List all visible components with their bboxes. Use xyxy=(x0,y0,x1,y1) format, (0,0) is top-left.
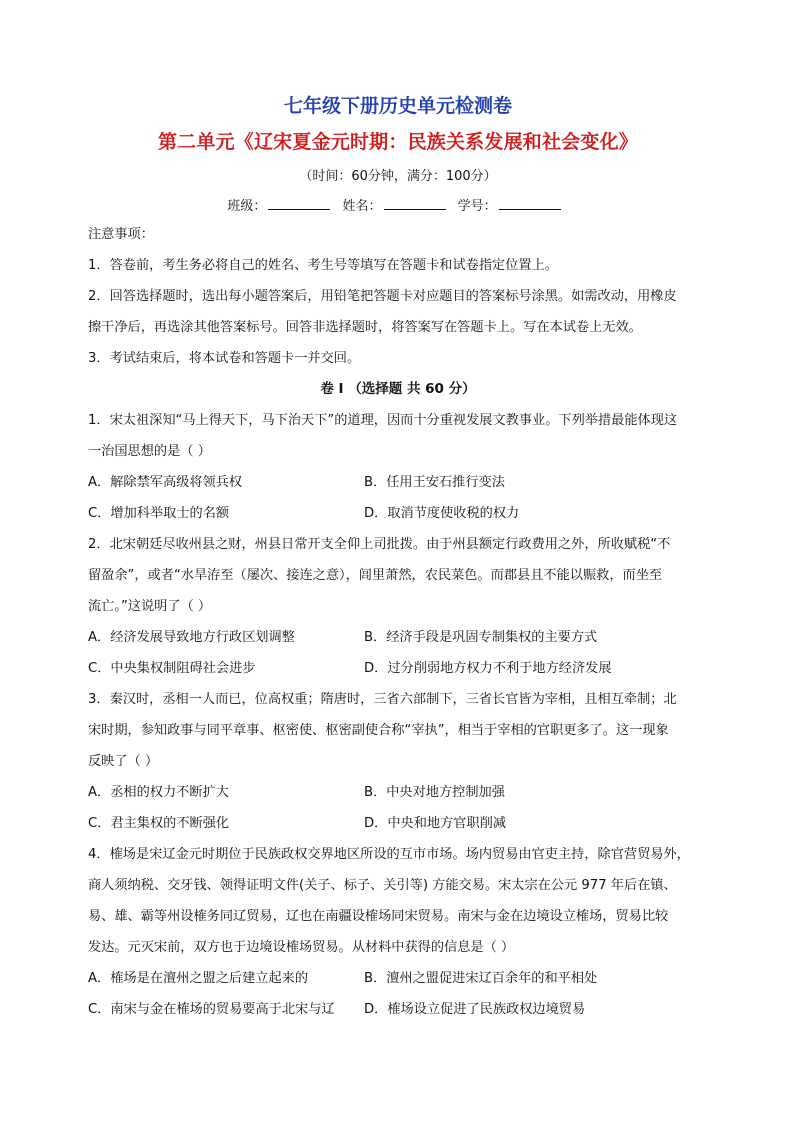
id-blank[interactable] xyxy=(499,195,561,210)
option-b: B．中央对地方控制加强 xyxy=(364,785,505,800)
name-blank[interactable] xyxy=(384,195,446,210)
question-4 xyxy=(88,839,708,1025)
option-row xyxy=(88,963,708,994)
exam-page xyxy=(88,94,708,1025)
notice-line: 3．考试结束后，将本试卷和答题卡一并交回。 xyxy=(88,351,361,366)
question-text: 发达。元灭宋前，双方也于边境设榷场贸易。从材料中获得的信息是（ ） xyxy=(88,940,515,955)
question-2 xyxy=(88,529,708,684)
option-row xyxy=(88,653,708,684)
option-d: D．取消节度使收税的权力 xyxy=(364,506,520,521)
option-d: D．过分削弱地方权力不利于地方经济发展 xyxy=(364,661,612,676)
question-text: 一治国思想的是（ ） xyxy=(88,444,211,459)
question-text: 4．榷场是宋辽金元时期位于民族政权交界地区所设的互市市场。场内贸易由官吏主持，除官营贸易外， xyxy=(88,847,690,862)
question-text: 易、雄、霸等州设榷务同辽贸易，辽也在南疆设榷场同宋贸易。南宋与金在边境设立榷场，贸易比较 xyxy=(88,909,669,924)
option-c: C．增加科举取士的名额 xyxy=(88,506,230,521)
question-text: 1．宋太祖深知“马上得天下，马下治天下”的道理，因而十分重视发展文教事业。下列举措最能体现这 xyxy=(88,413,678,428)
option-b: B．澶州之盟促进宋辽百余年的和平相处 xyxy=(364,971,598,986)
question-text: 3．秦汉时，丞相一人而已，位高权重；隋唐时，三省六部制下，三省长官皆为宰相，且相互牵制；北 xyxy=(88,692,677,707)
class-label: 班级： xyxy=(227,199,267,214)
option-d: D．榷场设立促进了民族政权边境贸易 xyxy=(364,1002,586,1017)
question-text: 流亡。”这说明了（ ） xyxy=(88,599,212,614)
option-d: D．中央和地方官职削减 xyxy=(364,816,507,831)
option-c: C．中央集权制阻碍社会进步 xyxy=(88,661,256,676)
option-row xyxy=(88,622,708,653)
exam-title: 七年级下册历史单元检测卷 xyxy=(283,95,512,117)
option-c: C．君主集权的不断强化 xyxy=(88,816,230,831)
notice-line: 2．回答选择题时，选出每小题答案后，用铅笔把答题卡对应题目的答案标号涂黑。如需改动，用橡皮 xyxy=(88,289,677,304)
id-label: 学号： xyxy=(457,199,497,214)
option-row xyxy=(88,467,708,498)
question-text: 宋时期，参知政事与同平章事、枢密使、枢密副使合称“宰执”，相当于宰相的官职更多了。这一现象 xyxy=(88,723,669,738)
notice-line: 1．答卷前，考生务必将自己的姓名、考生号等填写在答题卡和试卷指定位置上。 xyxy=(88,258,558,273)
notice-title: 注意事项： xyxy=(88,227,154,242)
question-text: 商人须纳税、交牙钱、领得证明文件(关子、标子、关引等) 方能交易。宋太宗在公元 977 年后在镇、 xyxy=(88,878,677,893)
question-3 xyxy=(88,684,708,839)
question-text: 留盈余”，或者“水旱洊至（屡次、接连之意），闾里萧然，农民菜色。而郡县且不能以赈救，而坐至 xyxy=(88,568,663,583)
question-1 xyxy=(88,405,708,529)
question-text: 反映了（ ） xyxy=(88,754,159,769)
option-b: B．任用王安石推行变法 xyxy=(364,475,505,490)
exam-info: （时间：60分钟，满分：100分） xyxy=(299,169,497,184)
option-row xyxy=(88,994,708,1025)
class-blank[interactable] xyxy=(268,195,330,210)
option-a: A．经济发展导致地方行政区划调整 xyxy=(88,630,295,645)
option-row xyxy=(88,808,708,839)
option-b: B．经济手段是巩固专制集权的主要方式 xyxy=(364,630,598,645)
option-row xyxy=(88,777,708,808)
name-label: 姓名： xyxy=(342,199,382,214)
section-title: 卷 I （选择题 共 60 分） xyxy=(320,381,476,397)
option-a: A．丞相的权力不断扩大 xyxy=(88,785,229,800)
option-a: A．解除禁军高级将领兵权 xyxy=(88,475,243,490)
option-row xyxy=(88,498,708,529)
unit-subtitle: 第二单元《辽宋夏金元时期：民族关系发展和社会变化》 xyxy=(157,131,638,153)
option-a: A．榷场是在澶州之盟之后建立起来的 xyxy=(88,971,309,986)
student-fields xyxy=(88,195,708,215)
option-c: C．南宋与金在榷场的贸易要高于北宋与辽 xyxy=(88,1002,335,1017)
question-text: 2．北宋朝廷尽收州县之财，州县日常开支全仰上司批拨。由于州县额定行政费用之外，所收赋税“不 xyxy=(88,537,671,552)
notice-line: 擦干净后，再选涂其他答案标号。回答非选择题时，将答案写在答题卡上。写在本试卷上无效。 xyxy=(88,320,642,335)
